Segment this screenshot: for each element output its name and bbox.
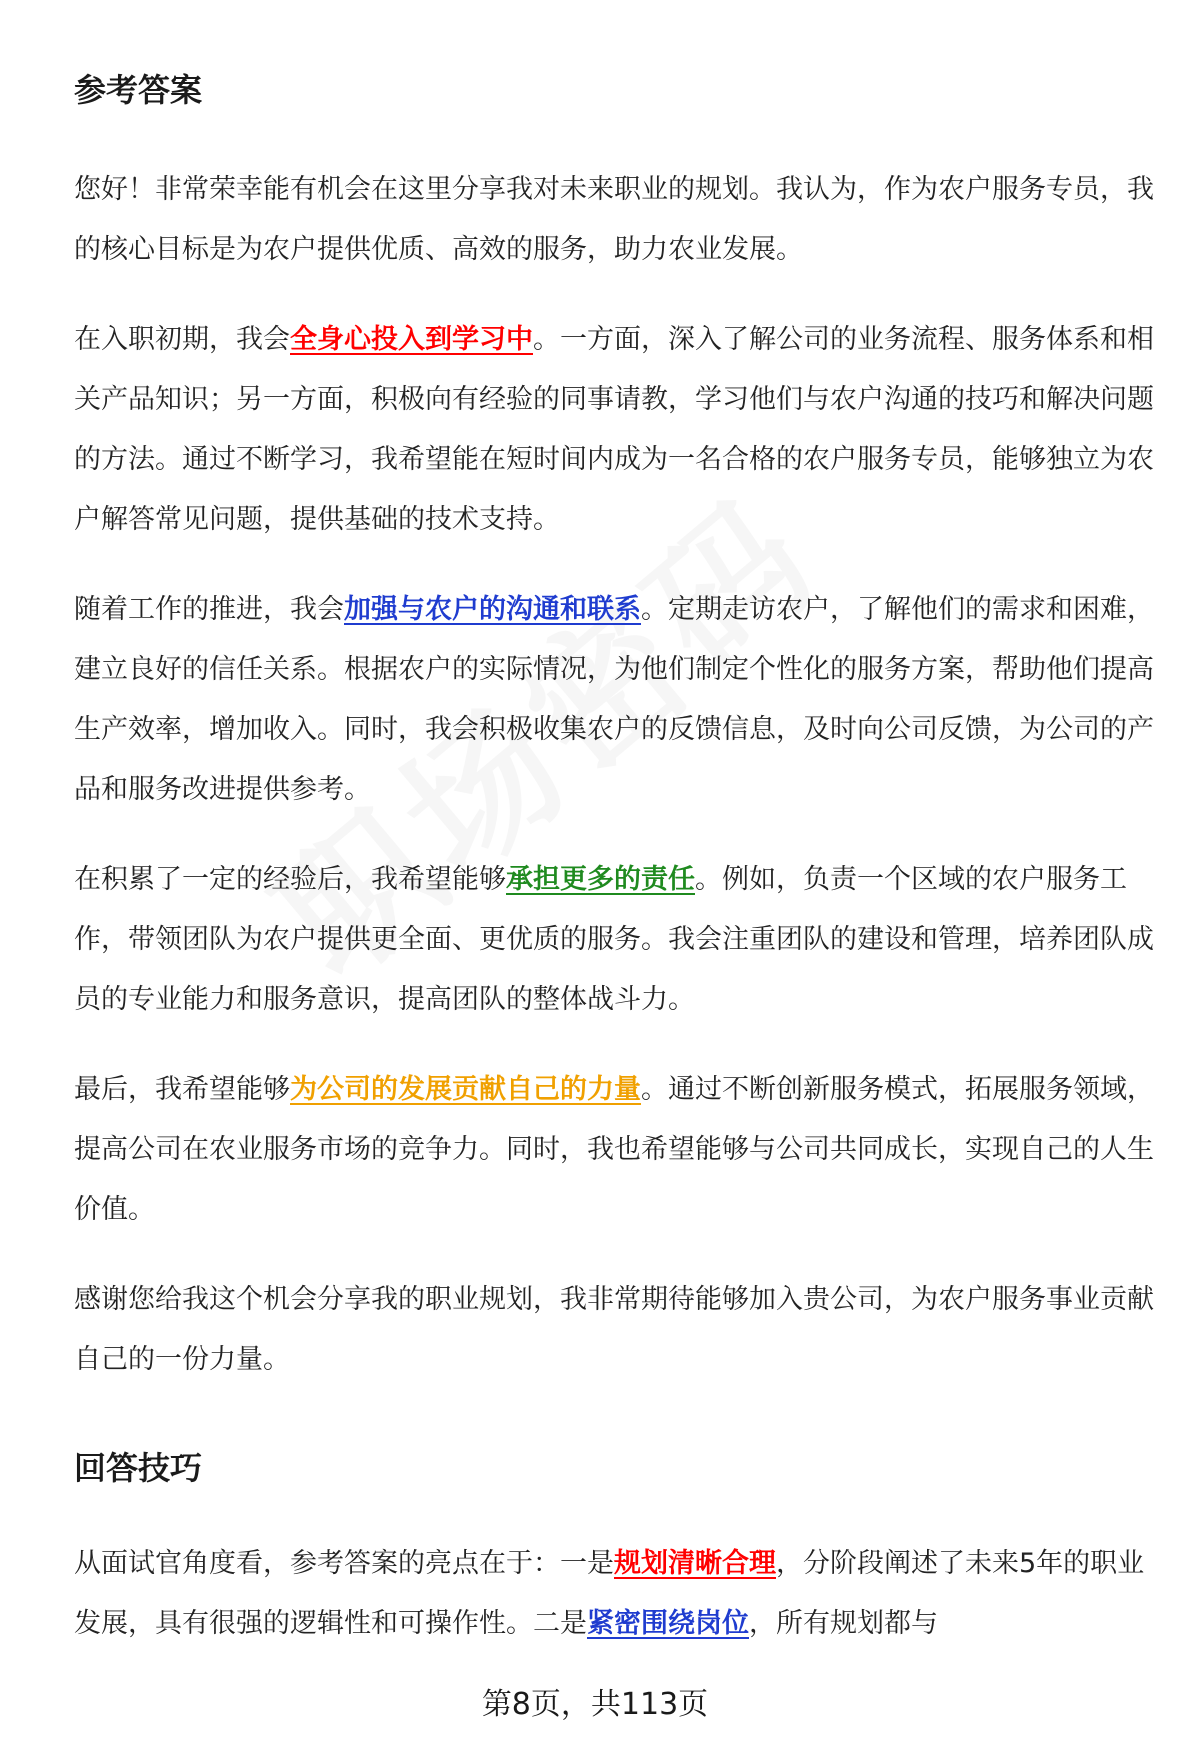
highlight-around-position: 紧密围绕岗位	[587, 1608, 749, 1639]
answer-paragraph-2	[74, 310, 1164, 550]
tips-t1-b: ，分阶段阐述了未来5年的职业发展，具有很强的逻辑性和可操作性。二是	[74, 1548, 1145, 1639]
answer-paragraph-3	[74, 580, 1164, 820]
answer-p4-post: 。例如，负责一个区域的农户服务工作，带领团队为农户提供更全面、更优质的服务。我会注重团队的建设和管理，培养团队成员的专业能力和服务意识，提高团队的整体战斗力。	[74, 864, 1154, 1015]
tips-t1-c: ，所有规划都与	[749, 1608, 938, 1639]
answer-p3-post: 。定期走访农户，了解他们的需求和困难，建立良好的信任关系。根据农户的实际情况，为他们制定个性化的服务方案，帮助他们提高生产效率，增加收入。同时，我会积极收集农户的反馈信息，及时向公司反馈，为公司的产品和服务改进提供参考。	[74, 594, 1154, 805]
answer-p5-post: 。通过不断创新服务模式，拓展服务领域，提高公司在农业服务市场的竞争力。同时，我也希望能够与公司共同成长，实现自己的人生价值。	[74, 1074, 1154, 1225]
answer-p2-post: 。一方面，深入了解公司的业务流程、服务体系和相关产品知识；另一方面，积极向有经验的同事请教，学习他们与农户沟通的技巧和解决问题的方法。通过不断学习，我希望能在短时间内成为一名合格的农户服务专员，能够独立为农户解答常见问题，提供基础的技术支持。	[74, 324, 1154, 535]
tips-paragraph-1	[74, 1534, 1164, 1654]
section-heading-answer: 参考答案	[74, 71, 203, 109]
highlight-responsibility: 承担更多的责任	[506, 864, 695, 895]
page-number-footer: 第8页，共113页	[481, 1687, 709, 1722]
highlight-communication: 加强与农户的沟通和联系	[344, 594, 641, 625]
answer-p3-pre: 随着工作的推进，我会	[74, 594, 344, 625]
section-heading-tips: 回答技巧	[74, 1449, 203, 1487]
answer-paragraph-6	[74, 1270, 1164, 1390]
answer-p5-pre: 最后，我希望能够	[74, 1074, 290, 1105]
highlight-contribution: 为公司的发展贡献自己的力量	[290, 1074, 641, 1105]
answer-p4-pre: 在积累了一定的经验后，我希望能够	[74, 864, 506, 895]
answer-p2-pre: 在入职初期，我会	[74, 324, 290, 355]
answer-paragraph-1	[74, 160, 1164, 280]
answer-p1-text: 您好！非常荣幸能有机会在这里分享我对未来职业的规划。我认为，作为农户服务专员，我的核心目标是为农户提供优质、高效的服务，助力农业发展。	[74, 174, 1154, 265]
answer-p6-text: 感谢您给我这个机会分享我的职业规划，我非常期待能够加入贵公司，为农户服务事业贡献自己的一份力量。	[74, 1284, 1154, 1375]
highlight-clear-plan: 规划清晰合理	[614, 1548, 776, 1579]
answer-paragraph-4	[74, 850, 1164, 1030]
highlight-full-learning: 全身心投入到学习中	[290, 324, 533, 355]
page-content	[74, 62, 1164, 1684]
answer-paragraph-5	[74, 1060, 1164, 1240]
tips-t1-a: 从面试官角度看，参考答案的亮点在于：一是	[74, 1548, 614, 1579]
